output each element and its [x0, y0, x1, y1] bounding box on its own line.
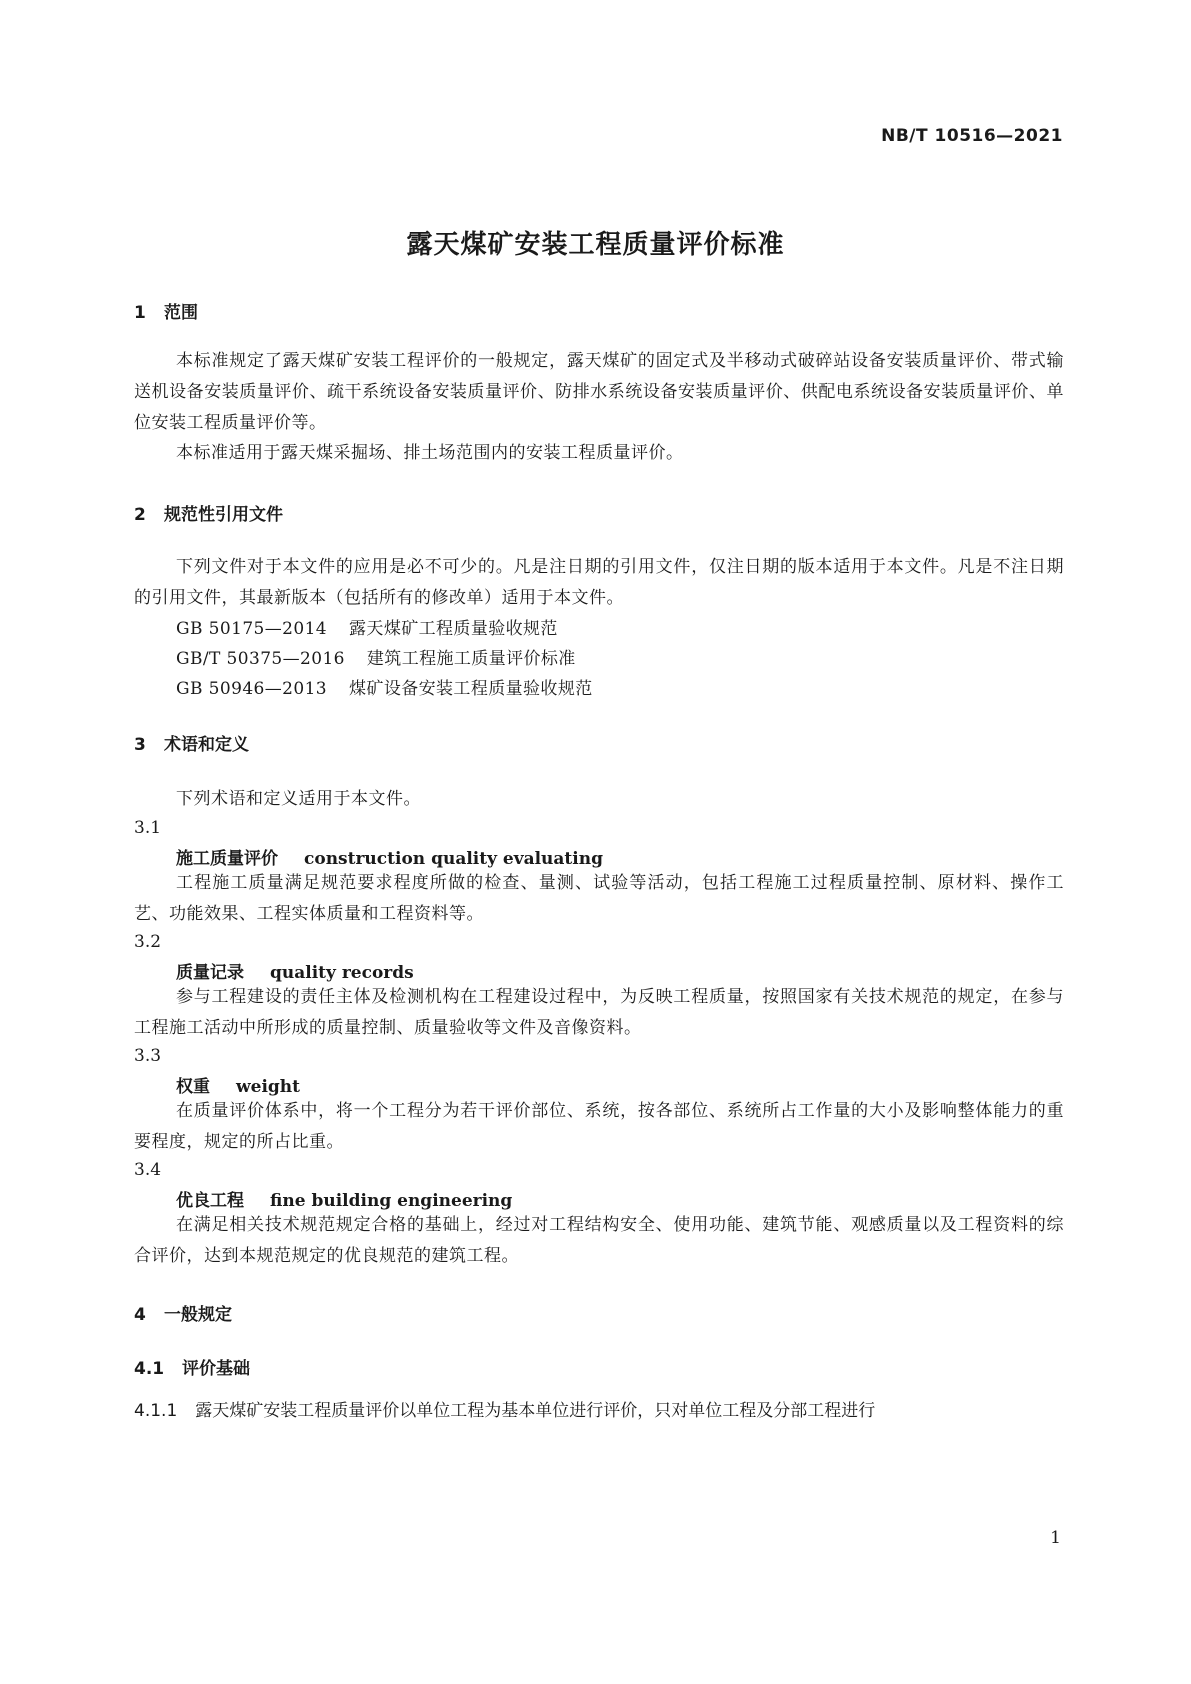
reference-code: GB/T 50375—2016: [176, 649, 345, 669]
subsection-4-1-heading: [134, 1354, 250, 1379]
section-1-heading: [134, 298, 198, 323]
term-definition: 在质量评价体系中，将一个工程分为若干评价部位、系统，按各部位、系统所占工作量的大小及影响整体能力的重要程度，规定的所占比重。: [134, 1101, 1064, 1152]
term-chinese: 施工质量评价: [176, 849, 278, 869]
section-2-paragraph: 下列文件对于本文件的应用是必不可少的。凡是注日期的引用文件，仅注日期的版本适用于本文件。凡是不注日期的引用文件，其最新版本（包括所有的修改单）适用于本文件。: [134, 557, 1064, 608]
reference-title: 煤矿设备安装工程质量验收规范: [349, 679, 593, 699]
term-heading: [176, 1186, 512, 1211]
term-heading: [176, 844, 603, 869]
section-3-heading: [134, 730, 249, 755]
term-definition: 在满足相关技术规范规定合格的基础上，经过对工程结构安全、使用功能、建筑节能、观感质量以及工程资料的综合评价，达到本规范规定的优良规范的建筑工程。: [134, 1215, 1064, 1266]
page-number: 1: [1050, 1528, 1061, 1548]
term-english: quality records: [270, 963, 414, 983]
clause-text: 露天煤矿安装工程质量评价以单位工程为基本单位进行评价，只对单位工程及分部工程进行: [195, 1401, 876, 1421]
document-title: 露天煤矿安装工程质量评价标准: [406, 230, 785, 260]
term-english: construction quality evaluating: [304, 849, 603, 869]
term-definition: 参与工程建设的责任主体及检测机构在工程建设过程中，为反映工程质量，按照国家有关技术规范的规定，在参与工程施工活动中所形成的质量控制、质量验收等文件及音像资料。: [134, 987, 1064, 1038]
term-heading: [176, 958, 414, 983]
reference-code: GB 50946—2013: [176, 679, 328, 699]
section-1-paragraph-2: 本标准适用于露天煤采掘场、排土场范围内的安装工程质量评价。: [176, 443, 684, 463]
reference-title: 建筑工程施工质量评价标准: [366, 649, 576, 669]
normative-reference: [176, 674, 593, 699]
term-number: 3.4: [134, 1160, 162, 1180]
term-definition: 工程施工质量满足规范要求程度所做的检查、量测、试验等活动，包括工程施工过程质量控制、原材料、操作工艺、功能效果、工程实体质量和工程资料等。: [134, 873, 1064, 924]
subsection-number: 4.1: [134, 1359, 165, 1379]
subsection-title: 评价基础: [182, 1359, 250, 1379]
section-number: 2: [134, 505, 146, 525]
section-number: 4: [134, 1305, 146, 1325]
clause-4-1-1: [134, 1396, 1064, 1427]
term-number: 3.3: [134, 1046, 162, 1066]
reference-title: 露天煤矿工程质量验收规范: [349, 619, 558, 639]
term-english: fine building engineering: [270, 1191, 513, 1211]
term-chinese: 优良工程: [176, 1191, 244, 1211]
term-english: weight: [236, 1077, 301, 1097]
clause-number: 4.1.1: [134, 1401, 178, 1421]
section-title: 规范性引用文件: [164, 505, 283, 525]
standard-code: NB/T 10516—2021: [881, 126, 1063, 146]
section-number: 1: [134, 303, 146, 323]
normative-reference: [176, 644, 576, 669]
section-1-paragraph-1: 本标准规定了露天煤矿安装工程评价的一般规定，露天煤矿的固定式及半移动式破碎站设备安装质量评价、带式输送机设备安装质量评价、疏干系统设备安装质量评价、防排水系统设备安装质量评价、供配电系统设备安装质量评价、单位安装工程质量评价等。: [134, 351, 1064, 433]
term-chinese: 质量记录: [176, 963, 244, 983]
section-3-intro: 下列术语和定义适用于本文件。: [176, 789, 421, 809]
section-title: 术语和定义: [164, 735, 249, 755]
section-title: 一般规定: [164, 1305, 232, 1325]
term-chinese: 权重: [176, 1077, 210, 1097]
section-4-heading: [134, 1300, 232, 1325]
normative-reference: [176, 614, 558, 639]
section-number: 3: [134, 735, 146, 755]
section-2-heading: [134, 500, 283, 525]
reference-code: GB 50175—2014: [176, 619, 328, 639]
section-title: 范围: [164, 303, 198, 323]
term-heading: [176, 1072, 300, 1097]
term-number: 3.2: [134, 932, 162, 952]
term-number: 3.1: [134, 818, 162, 838]
